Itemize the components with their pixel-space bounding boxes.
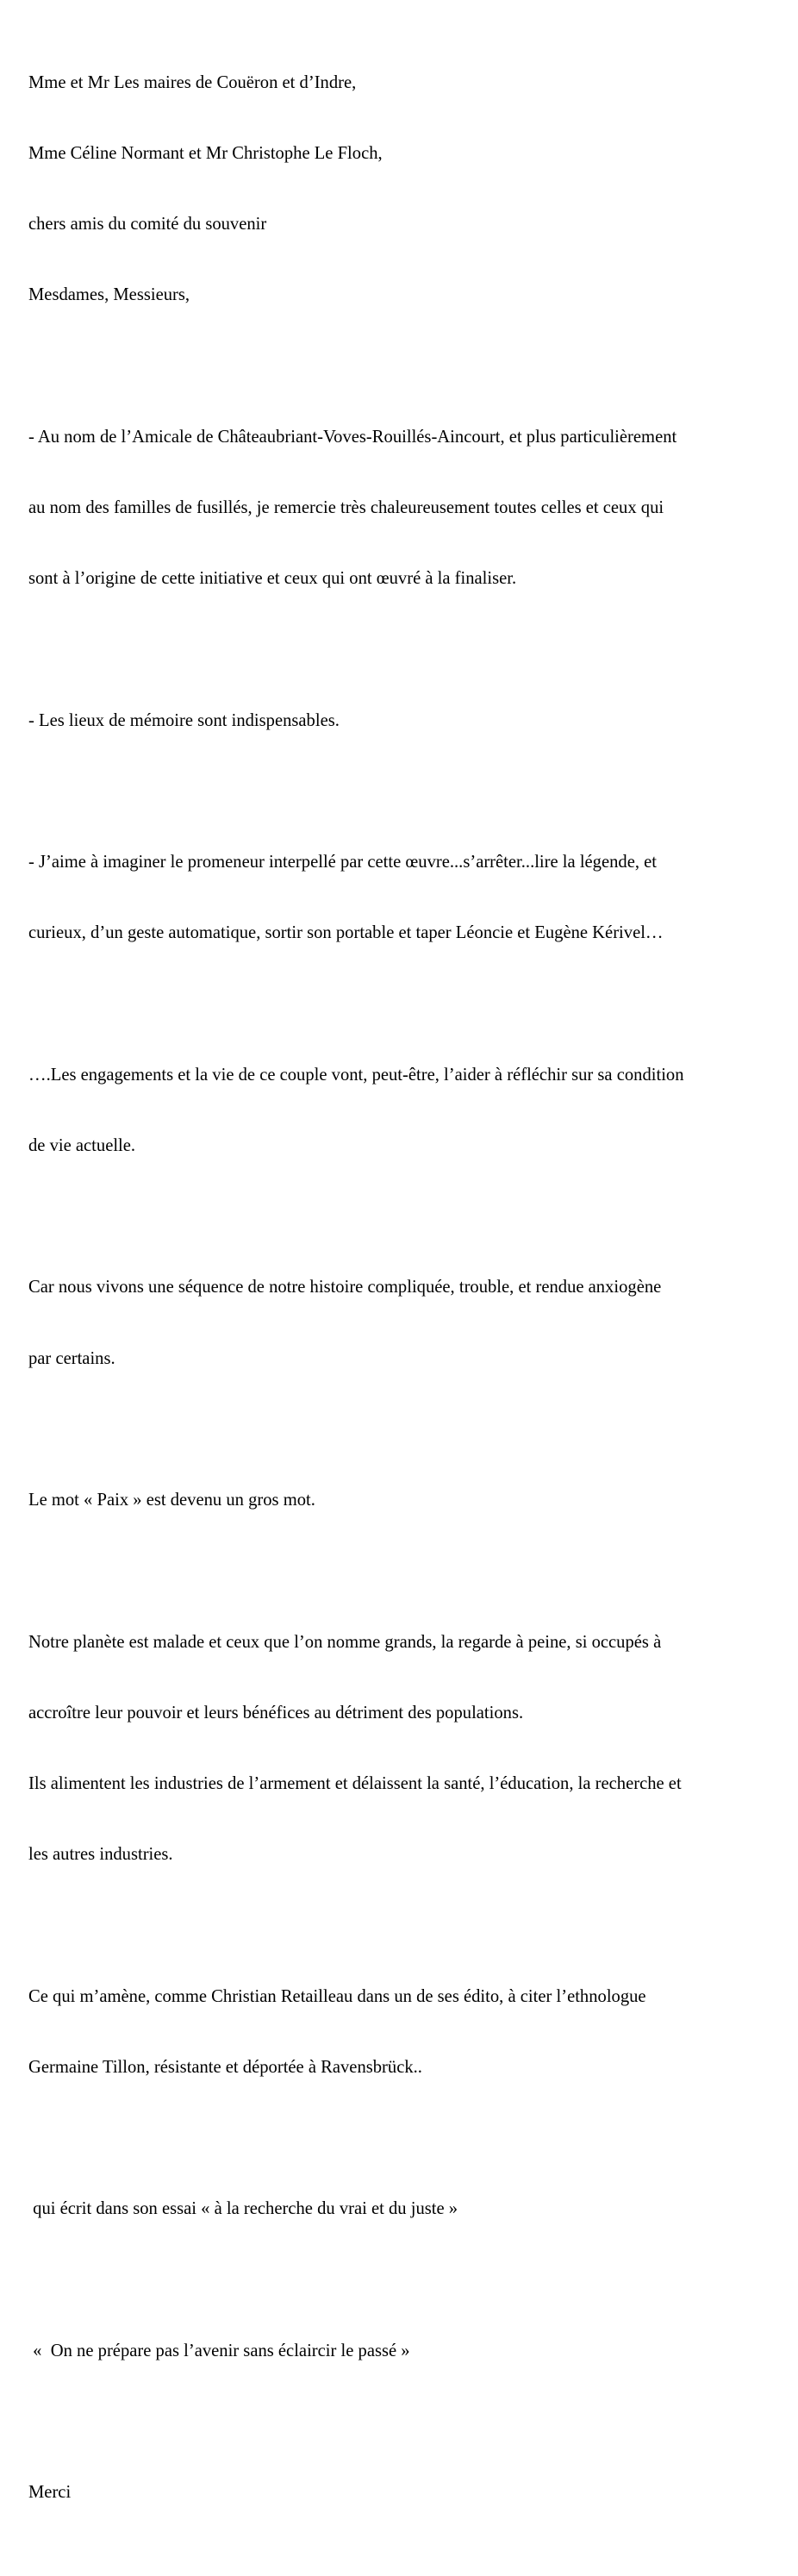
paragraph-citation-intro	[28, 1938, 795, 2127]
salutation-line: chers amis du comité du souvenir	[28, 215, 267, 234]
text-line: - Les lieux de mémoire sont indispensables.	[28, 710, 340, 730]
text-line: Ce qui m’amène, comme Christian Retailleau dans un de ses édito, à citer l’ethnologue	[28, 1986, 646, 2006]
text-line: Le mot « Paix » est devenu un gros mot.	[28, 1491, 315, 1510]
salutation-line: Mme Céline Normant et Mr Christophe Le Floch,	[28, 144, 383, 164]
text-line: qui écrit dans son essai « à la recherche du vrai et du juste »	[28, 2199, 458, 2219]
paragraph-peace	[28, 1441, 795, 1560]
text-line: au nom des familles de fusillés, je remercie très chaleureusement toutes celles et ceux qui	[28, 498, 664, 518]
text-line: « On ne prépare pas l’avenir sans éclaircir le passé »	[28, 2341, 410, 2360]
salutation-line: Mesdames, Messieurs,	[28, 285, 190, 305]
paragraph-quote	[28, 2292, 795, 2410]
text-line: ….Les engagements et la vie de ce couple vont, peut-être, l’aider à réfléchir sur sa condition	[28, 1065, 684, 1085]
paragraph-planet	[28, 1584, 795, 1915]
paragraph-essay	[28, 2150, 795, 2268]
text-line: Car nous vivons une séquence de notre histoire compliquée, trouble, et rendue anxiogène	[28, 1278, 662, 1297]
text-line: par certains.	[28, 1348, 115, 1368]
paragraph-memory-places	[28, 662, 795, 780]
text-line: Merci	[28, 2483, 72, 2503]
text-line: Ils alimentent les industries de l’armement et délaissent la santé, l’éducation, la recherche et	[28, 1773, 682, 1793]
text-line: curieux, d’un geste automatique, sortir son portable et taper Léoncie et Eugène Kérivel…	[28, 923, 664, 943]
text-line: Notre planète est malade et ceux que l’on nomme grands, la regarde à peine, si occupés à	[28, 1632, 662, 1652]
letter-page	[28, 24, 795, 2576]
salutation-block	[28, 24, 795, 355]
paragraph-walker	[28, 803, 795, 992]
text-line: accroître leur pouvoir et leurs bénéfices au détriment des populations.	[28, 1703, 524, 1723]
text-line: - J’aime à imaginer le promeneur interpellé par cette œuvre...s’arrêter...lire la légende, et	[28, 853, 658, 872]
text-line: de vie actuelle.	[28, 1136, 136, 1156]
paragraph-thanks	[28, 378, 795, 638]
text-line: les autres industries.	[28, 1845, 173, 1865]
salutation-line: Mme et Mr Les maires de Couëron et d’Indre,	[28, 72, 357, 92]
paragraph-closing	[28, 2434, 795, 2552]
paragraph-sequence	[28, 1229, 795, 1418]
text-line: Germaine Tillon, résistante et déportée à Ravensbrück..	[28, 2057, 422, 2077]
text-line: sont à l’origine de cette initiative et ceux qui ont œuvré à la finaliser.	[28, 569, 517, 589]
paragraph-engagements	[28, 1016, 795, 1205]
text-line: - Au nom de l’Amicale de Châteaubriant-Voves-Rouillés-Aincourt, et plus particulièrement	[28, 427, 677, 447]
